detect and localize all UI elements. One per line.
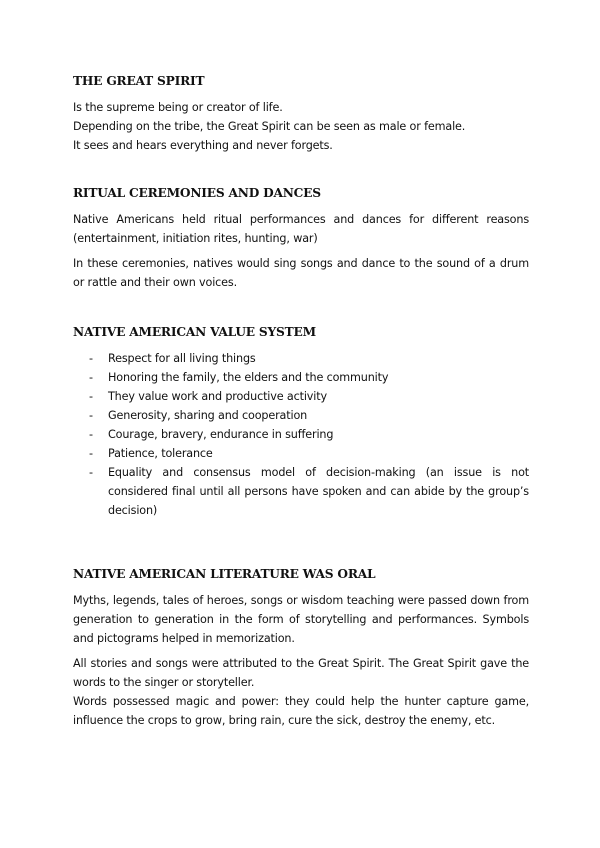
list-item [73, 425, 529, 444]
list-item-text: Respect for all living things [108, 352, 256, 365]
value-list [73, 349, 529, 520]
section-heading: NATIVE AMERICAN VALUE SYSTEM [73, 325, 316, 339]
paragraph: Myths, legends, tales of heroes, songs or wisdom teaching were passed down from generation to generation in the form of storytelling and performances. Symbols and pictograms helped in memorization. [73, 594, 529, 645]
list-item-text: Equality and consensus model of decision-making (an issue is not considered final until all persons have spoken and can abide by the group’s decision) [108, 466, 529, 517]
dash-bullet: - [89, 409, 93, 422]
section-great-spirit [73, 73, 529, 155]
section-heading: THE GREAT SPIRIT [73, 74, 205, 88]
list-item-text: Generosity, sharing and cooperation [108, 409, 308, 422]
dash-bullet: - [89, 390, 93, 403]
list-item [73, 406, 529, 425]
paragraph: Words possessed magic and power: they could help the hunter capture game, influence the crops to grow, bring rain, cure the sick, destroy the enemy, etc. [73, 695, 529, 727]
dash-bullet: - [89, 371, 93, 384]
list-item [73, 349, 529, 368]
paragraph: In these ceremonies, natives would sing songs and dance to the sound of a drum or rattle and their own voices. [73, 257, 529, 289]
text-line: Is the supreme being or creator of life. [73, 101, 283, 114]
document-page [73, 73, 529, 730]
section-heading: RITUAL CEREMONIES AND DANCES [73, 186, 321, 200]
dash-bullet: - [89, 447, 93, 460]
text-line: It sees and hears everything and never forgets. [73, 139, 333, 152]
list-item [73, 444, 529, 463]
list-item [73, 463, 529, 520]
list-item-text: Patience, tolerance [108, 447, 213, 460]
dash-bullet: - [89, 352, 93, 365]
section-heading: NATIVE AMERICAN LITERATURE WAS ORAL [73, 567, 376, 581]
paragraph [73, 98, 529, 155]
dash-bullet: - [89, 428, 93, 441]
paragraph: Native Americans held ritual performances and dances for different reasons (entertainment, initiation rites, hunting, war) [73, 213, 529, 245]
section-value-system [73, 324, 529, 520]
text-line: Depending on the tribe, the Great Spirit can be seen as male or female. [73, 120, 466, 133]
list-item [73, 368, 529, 387]
paragraph: All stories and songs were attributed to the Great Spirit. The Great Spirit gave the words to the singer or storyteller. [73, 657, 529, 689]
list-item-text: Honoring the family, the elders and the community [108, 371, 389, 384]
list-item-text: Courage, bravery, endurance in suffering [108, 428, 334, 441]
list-item-text: They value work and productive activity [108, 390, 327, 403]
section-oral-literature [73, 566, 529, 730]
dash-bullet: - [89, 466, 93, 479]
list-item [73, 387, 529, 406]
section-ritual-ceremonies [73, 185, 529, 292]
